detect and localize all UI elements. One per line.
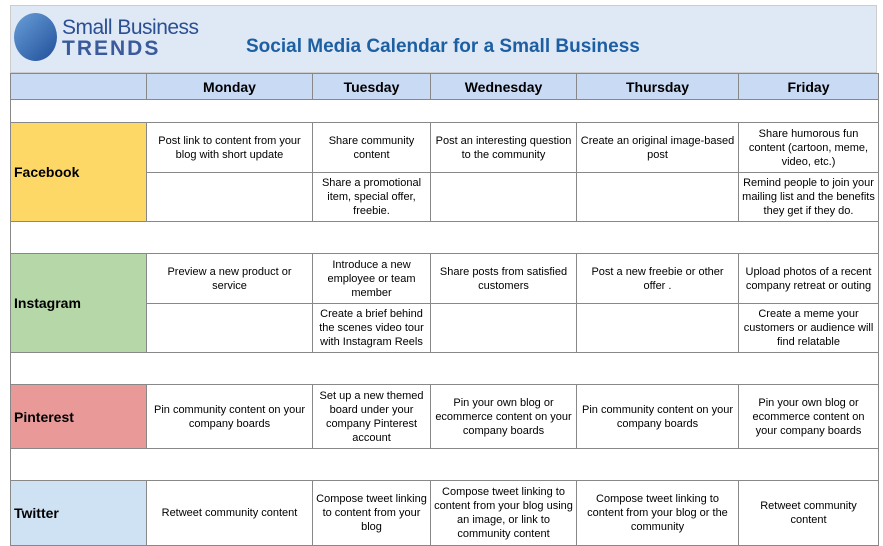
content-cell: Pin your own blog or ecommerce content on your company boards xyxy=(739,385,879,449)
content-cell: Post link to content from your blog with short update xyxy=(147,123,313,173)
table-row xyxy=(11,123,879,173)
logo-text-line2: TRENDS xyxy=(62,37,161,60)
table-row xyxy=(11,254,879,304)
content-cell: Create a brief behind the scenes video tour with Instagram Reels xyxy=(313,304,431,353)
spacer-row xyxy=(11,100,879,123)
logo-icon xyxy=(14,13,57,61)
content-cell: Introduce a new employee or team member xyxy=(313,254,431,304)
spacer-row xyxy=(11,353,879,385)
day-header-thursday: Thursday xyxy=(577,74,739,100)
day-header-row xyxy=(11,74,879,100)
platform-instagram: Instagram xyxy=(11,254,147,353)
content-cell: Preview a new product or service xyxy=(147,254,313,304)
content-cell xyxy=(147,173,313,222)
platform-pinterest: Pinterest xyxy=(11,385,147,449)
content-cell: Share a promotional item, special offer, freebie. xyxy=(313,173,431,222)
content-cell: Share posts from satisfied customers xyxy=(431,254,577,304)
content-cell: Compose tweet linking to content from your blog using an image, or link to community content xyxy=(431,481,577,546)
spacer-row xyxy=(11,222,879,254)
spacer-cell xyxy=(11,449,879,481)
day-header-friday: Friday xyxy=(739,74,879,100)
spacer-cell xyxy=(11,100,879,123)
content-cell: Set up a new themed board under your company Pinterest account xyxy=(313,385,431,449)
day-header-tuesday: Tuesday xyxy=(313,74,431,100)
content-cell: Pin community content on your company boards xyxy=(147,385,313,449)
content-cell: Post an interesting question to the community xyxy=(431,123,577,173)
content-cell xyxy=(577,304,739,353)
content-cell xyxy=(577,173,739,222)
header-banner xyxy=(10,5,877,73)
content-cell: Retweet community content xyxy=(739,481,879,546)
content-cell xyxy=(431,304,577,353)
content-cell: Upload photos of a recent company retreat or outing xyxy=(739,254,879,304)
spacer-row xyxy=(11,449,879,481)
content-cell: Create a meme your customers or audience will find relatable xyxy=(739,304,879,353)
content-cell: Retweet community content xyxy=(147,481,313,546)
spacer-cell xyxy=(11,353,879,385)
content-cell xyxy=(431,173,577,222)
content-cell: Create an original image-based post xyxy=(577,123,739,173)
content-cell: Share community content xyxy=(313,123,431,173)
page-title: Social Media Calendar for a Small Business xyxy=(246,36,640,57)
platform-twitter: Twitter xyxy=(11,481,147,546)
corner-cell xyxy=(11,74,147,100)
content-cell: Pin community content on your company boards xyxy=(577,385,739,449)
table-row xyxy=(11,481,879,546)
table-row xyxy=(11,385,879,449)
day-header-wednesday: Wednesday xyxy=(431,74,577,100)
content-cell: Remind people to join your mailing list and the benefits they get if they do. xyxy=(739,173,879,222)
content-cell xyxy=(147,304,313,353)
content-cell: Compose tweet linking to content from your blog or the community xyxy=(577,481,739,546)
content-cell: Share humorous fun content (cartoon, meme, video, etc.) xyxy=(739,123,879,173)
platform-facebook: Facebook xyxy=(11,123,147,222)
content-cell: Post a new freebie or other offer . xyxy=(577,254,739,304)
logo-text-line1: Small Business xyxy=(62,16,199,39)
day-header-monday: Monday xyxy=(147,74,313,100)
spacer-cell xyxy=(11,222,879,254)
content-cell: Pin your own blog or ecommerce content on your company boards xyxy=(431,385,577,449)
calendar-table xyxy=(10,73,879,546)
content-cell: Compose tweet linking to content from your blog xyxy=(313,481,431,546)
